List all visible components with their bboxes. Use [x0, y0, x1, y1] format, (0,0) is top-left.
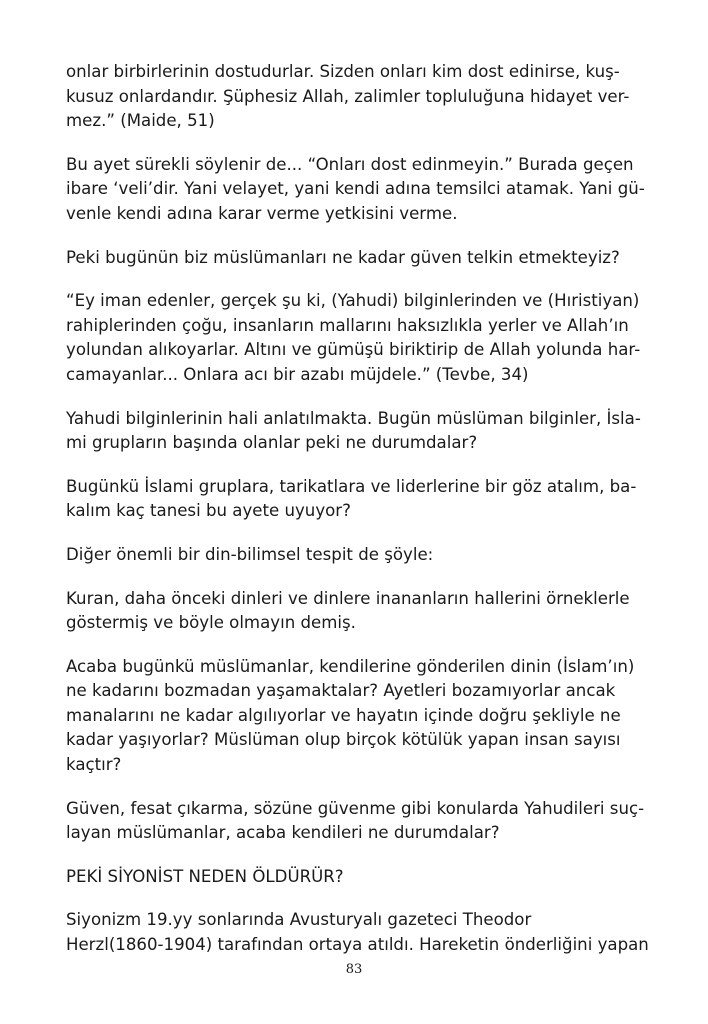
text-line: kusuz onlardandır. Şüphesiz Allah, zalimler topluluğuna hidayet ver-: [66, 86, 630, 106]
page-body: [66, 60, 649, 977]
paragraph-question-trust: [66, 246, 646, 271]
text-line: kadar yaşıyorlar? Müslüman olup birçok kötülük yapan insan sayısı: [66, 730, 621, 750]
text-line: Güven, fesat çıkarma, sözüne güvenme gibi konularda Yahudileri suç-: [66, 798, 645, 818]
text-line: rahiplerinden çoğu, insanların mallarını haksızlıkla yerler ve Allah’ın: [66, 315, 629, 335]
text-line: Herzl(1860-1904) tarafından ortaya atıldı. Hareketin önderliğini yapan: [66, 935, 649, 955]
text-line: Yahudi bilginlerinin hali anlatılmakta. Bugün müslüman bilginler, İsla-: [66, 408, 641, 428]
text-line: mez.” (Maide, 51): [66, 111, 215, 131]
text-line: manalarını ne kadar algılıyorlar ve hayatın içinde doğru şekliyle ne: [66, 705, 621, 725]
text-line: mi grupların başında olanlar peki ne durumdalar?: [66, 433, 478, 453]
paragraph-observation: [66, 543, 646, 568]
page-number: 83: [345, 962, 363, 977]
text-line: kaçtır?: [66, 755, 122, 775]
text-line: venle kendi adına karar verme yetkisini verme.: [66, 203, 458, 223]
text-line: Acaba bugünkü müslümanlar, kendilerine gönderilen dinin (İslam’ın): [66, 656, 635, 676]
paragraph-tevbe-quote: [66, 289, 646, 387]
paragraph-veli: [66, 153, 646, 227]
paragraph-trust-sedition: [66, 797, 646, 846]
paragraph-maide-quote: [66, 60, 646, 134]
text-line: ne kadarını bozmadan yaşamaktalar? Ayetleri bozamıyorlar ancak: [66, 681, 616, 701]
text-line: camayanlar... Onlara acı bir azabı müjdele.” (Tevbe, 34): [66, 364, 529, 384]
paragraph-muslims-today: [66, 655, 646, 778]
text-line: layan müslümanlar, acaba kendileri ne durumdalar?: [66, 823, 500, 843]
text-line: Bu ayet sürekli söylenir de... “Onları dost edinmeyin.” Burada geçen: [66, 154, 634, 174]
text-line: onlar birbirlerinin dostudurlar. Sizden onları kim dost edinirse, kuş-: [66, 62, 620, 81]
paragraph-kuran: [66, 587, 646, 636]
section-heading: [66, 865, 646, 890]
text-line: Bugünkü İslami gruplara, tarikatlara ve liderlerine bir göz atalım, ba-: [66, 476, 637, 496]
text-line: Peki bugünün biz müslümanları ne kadar güven telkin etmekteyiz?: [66, 247, 620, 267]
paragraph-scholars: [66, 407, 646, 456]
text-line: yolundan alıkoyarlar. Altını ve gümüşü biriktirip de Allah yolunda har-: [66, 340, 641, 360]
text-line: “Ey iman edenler, gerçek şu ki, (Yahudi) bilginlerinden ve (Hıristiyan): [66, 291, 640, 311]
text-line: Diğer önemli bir din-bilimsel tespit de şöyle:: [66, 544, 434, 564]
text-line: göstermiş ve böyle olmayın demiş.: [66, 613, 356, 633]
heading-text: PEKİ SİYONİST NEDEN ÖLDÜRÜR?: [66, 866, 344, 886]
text-line: ibare ‘veli’dir. Yani velayet, yani kendi adına temsilci atamak. Yani gü-: [66, 179, 645, 199]
paragraph-zionism: [66, 908, 649, 957]
text-line: kalım kaç tanesi bu ayete uyuyor?: [66, 501, 351, 521]
text-line: Kuran, daha önceki dinleri ve dinlere inananların hallerini örneklerle: [66, 588, 630, 608]
text-line: Siyonizm 19.yy sonlarında Avusturyalı gazeteci Theodor: [66, 910, 532, 930]
paragraph-groups: [66, 475, 646, 524]
